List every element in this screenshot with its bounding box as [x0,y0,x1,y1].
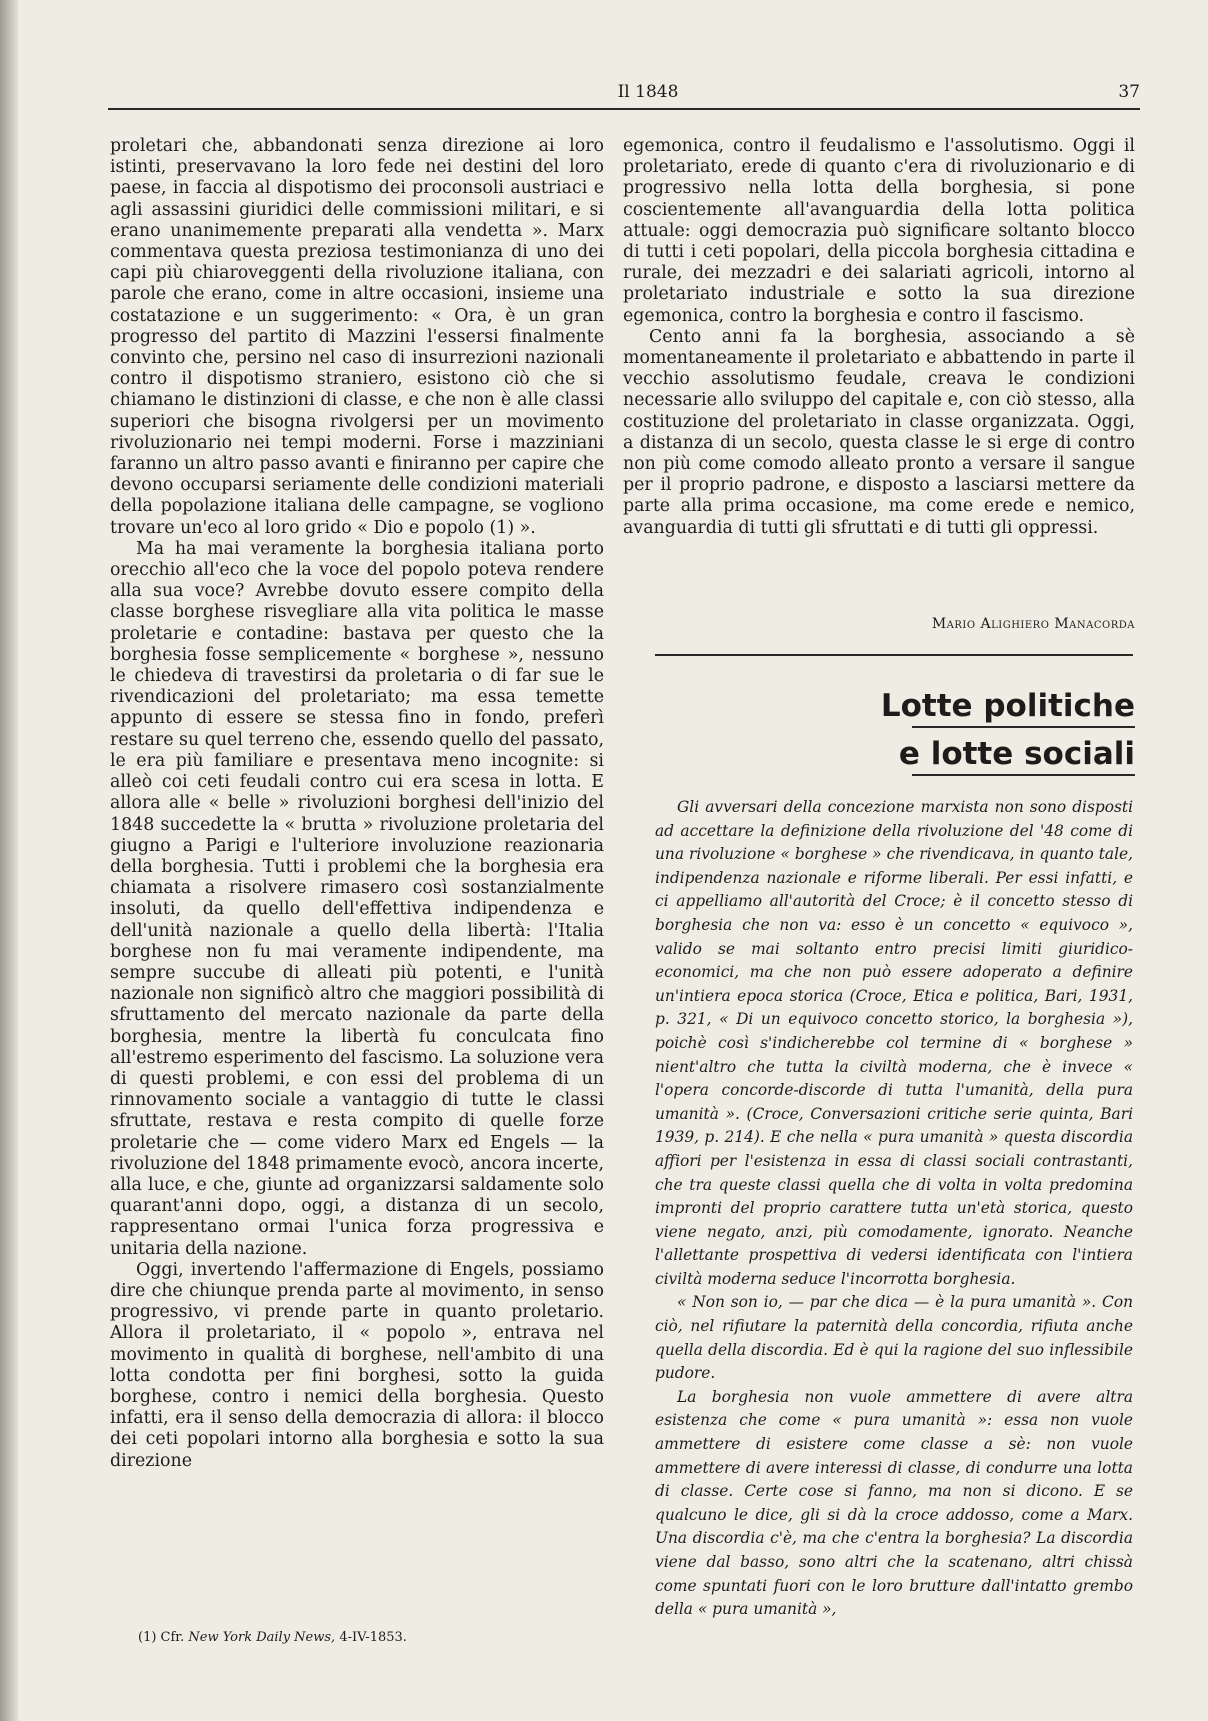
left-column [110,136,604,1472]
section-paragraph-3: La borghesia non vuole ammettere di avere altra esistenza che come « pura umanità »: essa non vuole ammettere di esistere come classe a sè: non vuole ammettere di avere interessi di classe, di condurre una lotta di classe. Certe cose si fanno, ma non si dicono. E se qualcuno le dice, gli si dà la croce addosso, come a Marx. Una discordia c'è, ma che c'entra la borghesia? La discordia viene dal basso, sono altri che la scatenano, altri chissà come spuntati fuori con le loro brutture dall'intatto grembo della « pura umanità », [655,1387,1133,1619]
section-title-line-2: e lotte sociali [898,736,1135,772]
left-paragraph-2: Ma ha mai veramente la borghesia italiana porto orecchio all'eco che la voce del popolo poteva rendere alla sua voce? Avrebbe dovuto essere compito della classe borghese risvegliare alla vita politica le masse proletarie e contadine: bastava per questo che la borghesia fosse semplicemente « borghese », nessuno le chiedeva di travestirsi da proletaria o di far sue le rivendicazioni del proletariato; ma essa temette appunto di essere se stessa fino in fondo, preferì restare su quel terreno che, essendo quello del passato, le era più familiare e presentava meno incognite: si alleò coi ceti feudali contro cui era scesa in lotta. E allora alle « belle » rivoluzioni borghesi dell'inizio del 1848 succedette la « brutta » rivoluzione proletaria del giugno a Parigi e l'ulteriore involuzione reazionaria della borghesia. Tutti i problemi che la borghesia era chiamata a risolvere rimasero così sostanzialmente insoluti, da quello dell'effettiva indipendenza e dell'unità nazionale a quello della libertà: l'Italia borghese non fu mai veramente indipendente, ma sempre succube di alleati più potenti, e l'unità nazionale non significò altro che maggiori possibilità di sfruttamento del mercato nazionale da parte della borghesia, mentre la libertà fu conculcata fino all'estremo esperimento del fascismo. La soluzione vera di questi problemi, e con essi del problema di un rinnovamento sociale a vantaggio di tutte le classi sfruttate, restava e resta compito di quelle forze proletarie che — come videro Marx ed Engels — la rivoluzione del 1848 primamente evocò, ancora incerte, alla luce, e che, giunte ad organizzarsi saldamente solo quarant'anni dopo, oggi, a distanza di un secolo, rappresentano ormai l'unica forza progressiva e unitaria della nazione. [110,538,604,1259]
footnote [138,1630,407,1645]
footnote-marker: (1) Cfr. [138,1630,185,1645]
left-paragraph-3: Oggi, invertendo l'affermazione di Engels, possiamo dire che chiunque prenda parte al movimento, in senso progressivo, vi prende parte in quanto proletario. Allora il proletariato, il « popolo », entrava nel movimento in qualità di borghese, nell'ambito di una lotta condotta per fini borghesi, sotto la guida borghese, contro i nemici della borghesia. Questo infatti, era il senso della democrazia di allora: il blocco dei ceti popolari intorno alla borghesia e sotto la sua direzione [110,1259,604,1471]
section-divider [655,654,1133,656]
section-paragraph-2: « Non son io, — par che dica — è la pura umanità ». Con ciò, nel rifiutare la paternità della concordia, rifiuta anche quella della discordia. Ed è qui la ragione del suo inflessibile pudore. [655,1293,1133,1383]
section-title-line-1: Lotte politiche [880,688,1135,724]
footnote-date: 4-IV-1853. [339,1630,407,1645]
section-title [800,682,1135,778]
running-head [108,82,1140,106]
title-underline-2 [912,774,1135,776]
right-paragraph-2: Cento anni fa la borghesia, associando a sè momentaneamente il proletariato e abbattendo in parte il vecchio assolutismo feudale, creava le condizioni necessarie allo sviluppo del capitale e, con ciò stesso, alla costituzione del proletariato in classe organizzata. Oggi, a distanza di un secolo, questa classe le si erge di contro non più come comodo alleato pronto a versare il sangue per il proprio padrone, e disposto a lasciarsi mettere da parte alla prima occasione, ma come erede e nemico, avanguardia di tutti gli sfruttati e di tutti gli oppressi. [623,326,1135,538]
section-paragraph-1: Gli avversari della concezione marxista non sono disposti ad accettare la definizione della rivoluzione del '48 come di una rivoluzione « borghese » che rivendicava, in quanto tale, indipendenza nazionale e riforme liberali. Per essi infatti, e ci appelliamo all'autorità del Croce; è il concetto stesso di borghesia che non va: esso è un concetto « equivoco », valido se mai soltanto entro precisi limiti giuridico-economici, ma che non può essere adoperato a definire un'intiera epoca storica (Croce, Etica e politica, Bari, 1931, p. 321, « Di un equivoco concetto storico, la borghesia »), poichè così s'indicherebbe col termine di « borghese » nient'altro che tutta la civiltà moderna, che è invece « l'opera concorde-discorde di tutta l'umanità, della pura umanità ». (Croce, Conversazioni critiche serie quinta, Bari 1939, p. 214). E che nella « pura umanità » questa discordia affiori per l'esistenza in essa di classi sociali contrastanti, che tra queste classi quella che di volta in volta predomina impronti del proprio carattere tutta un'età storica, questo viene negato, anzi, più comodamente, ignorato. Neanche l'allettante prospettiva di vedersi identificata con l'intiera civiltà moderna seduce l'incorrotta borghesia. [655,798,1133,1288]
running-title: Il 1848 [617,82,679,102]
author-signature: Mario Alighiero Manacorda [931,616,1135,632]
section-body [655,796,1133,1622]
left-paragraph-1: proletari che, abbandonati senza direzione ai loro istinti, preservavano la loro fede nei destini del loro paese, in faccia al dispotismo dei proconsoli austriaci e agli assassini giuridici delle commissioni militari, e si erano unanimemente preparati alla vendetta ». Marx commentava questa preziosa testimonianza di uno dei capi più chiaroveggenti della rivoluzione italiana, con parole che erano, come in altre occasioni, insieme una costatazione e un suggerimento: « Ora, è un gran progresso del partito di Mazzini l'essersi finalmente convinto che, persino nel caso di insurrezioni nazionali contro il dispotismo straniero, esistono ciò che si chiamano le distinzioni di classe, e che non è alle classi superiori che bisogna rivolgersi per un movimento rivoluzionario nei tempi moderni. Forse i mazziniani faranno un altro passo avanti e finiranno per capire che devono occuparsi seriamente delle condizioni materiali della popolazione italiana delle campagne, se vogliono trovare un'eco al loro grido « Dio e popolo (1) ». [110,136,604,538]
page-number: 37 [1118,82,1140,102]
right-paragraph-1: egemonica, contro il feudalismo e l'assolutismo. Oggi il proletariato, erede di quanto c'era di rivoluzionario e di progressivo nella lotta della borghesia, si pone coscientemente all'avanguardia della lotta politica attuale: oggi democrazia può significare soltanto blocco di tutti i ceti popolari, della piccola borghesia cittadina e rurale, dei mezzadri e dei salariati agricoli, intorno al proletariato industriale e sotto la sua direzione egemonica, contro la borghesia e contro il fascismo. [623,136,1135,326]
header-rule [108,108,1140,110]
title-underline-1 [912,726,1135,728]
footnote-source: New York Daily News, [188,1630,336,1645]
right-column [623,136,1135,539]
